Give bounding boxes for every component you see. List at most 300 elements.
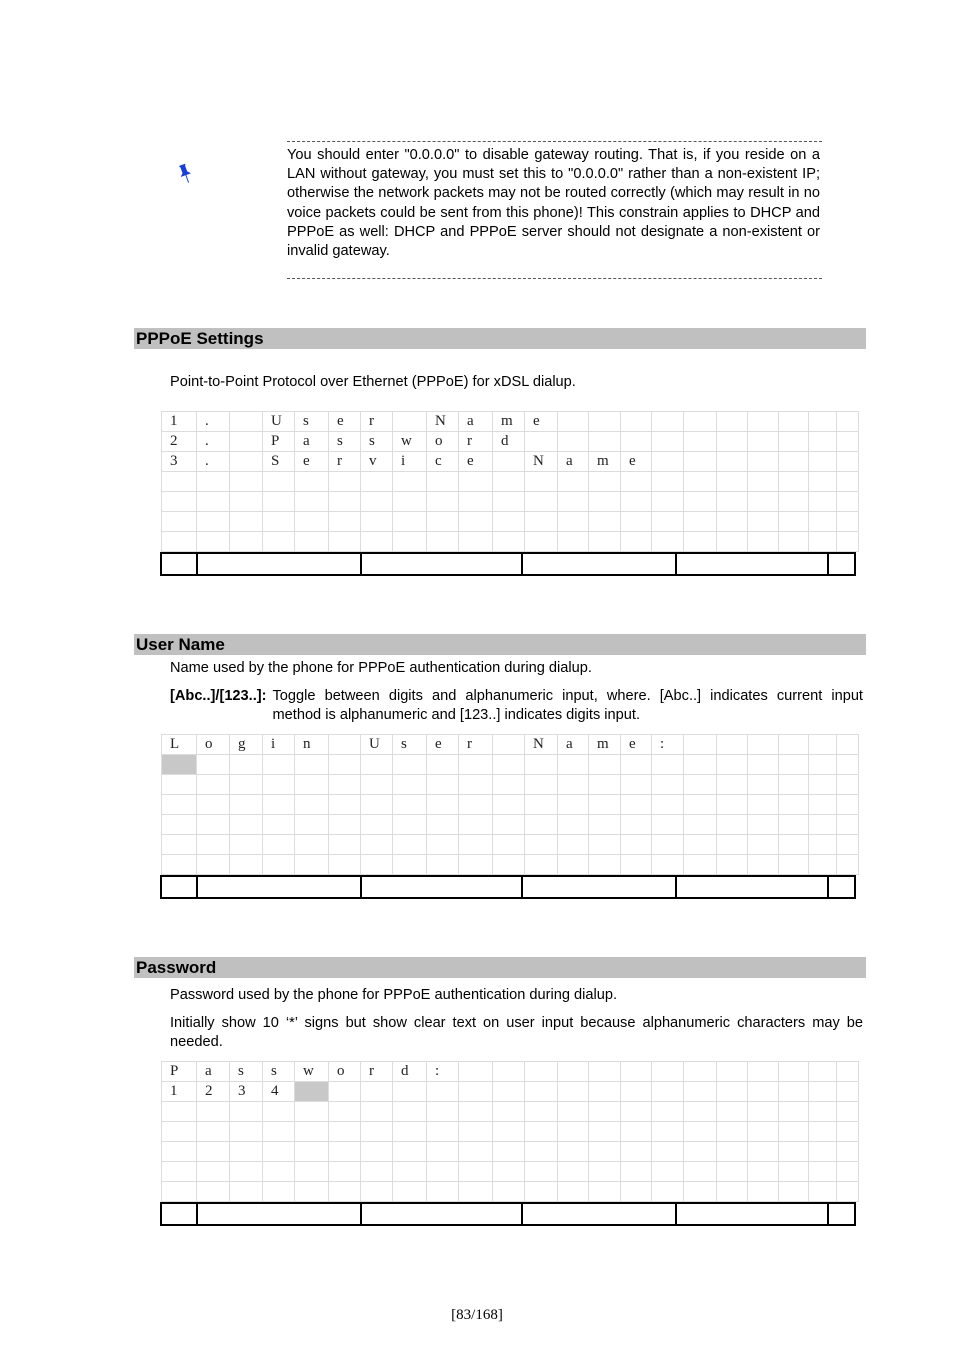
lcd-row [162,835,859,855]
lcd-cell [459,755,493,775]
lcd-cell [652,452,684,472]
lcd-cell [427,472,459,492]
lcd-cell: r [459,432,493,452]
lcd-cell [197,532,230,552]
lcd-cell [621,472,652,492]
lcd-cell [230,432,263,452]
lcd-cell [230,815,263,835]
lcd-cell [162,835,197,855]
lcd-cell [459,532,493,552]
lcd-cell [393,512,427,532]
lcd-cell [717,1082,748,1102]
lcd-cell [459,1162,493,1182]
lcd-cell [621,1062,652,1082]
softkey-6[interactable] [829,554,854,574]
lcd-cell [525,1182,558,1202]
lcd-cell [684,815,717,835]
lcd-cell [197,795,230,815]
lcd-cell [589,1142,621,1162]
lcd-cell [837,432,859,452]
lcd-cell [717,412,748,432]
lcd-cell [263,855,295,875]
lcd-cell [717,452,748,472]
lcd-cell [558,775,589,795]
lcd-cell [837,835,859,855]
note-bottom-rule [287,278,822,279]
lcd-cell [779,795,809,815]
lcd-cell: m [493,412,525,432]
softkey-4[interactable] [523,877,677,897]
lcd-cell [162,1182,197,1202]
softkey-5[interactable] [677,877,829,897]
lcd-cell [263,1122,295,1142]
lcd-cell [809,815,837,835]
lcd-cell [493,532,525,552]
lcd-cell [589,532,621,552]
lcd-cell [684,532,717,552]
lcd-cell [779,735,809,755]
lcd-cell [621,432,652,452]
lcd-cell [837,532,859,552]
lcd-cell [589,492,621,512]
lcd-cell [361,1082,393,1102]
lcd-cell [525,775,558,795]
lcd-cell [809,1062,837,1082]
lcd-cell [493,855,525,875]
lcd-cell [230,1162,263,1182]
lcd-cell: : [652,735,684,755]
lcd-cell [837,1122,859,1142]
lcd-cell [162,472,197,492]
lcd-cell: S [263,452,295,472]
lcd-cell [717,775,748,795]
lcd-cell [295,472,329,492]
lcd-cell [162,532,197,552]
lcd-cell [230,1142,263,1162]
lcd-cell [779,452,809,472]
lcd-cell [684,432,717,452]
lcd-cell [393,795,427,815]
note-top-rule [287,141,822,142]
lcd-cell [621,1142,652,1162]
lcd-cell [748,492,779,512]
lcd-cell [295,1102,329,1122]
lcd-cell [295,835,329,855]
lcd-cell: N [525,452,558,472]
lcd-cell [717,1062,748,1082]
lcd-row [162,855,859,875]
lcd-cell [684,1062,717,1082]
lcd-cell [837,472,859,492]
lcd-row [162,795,859,815]
lcd-cell [263,472,295,492]
lcd-cell [837,1162,859,1182]
lcd-cell [230,412,263,432]
lcd-cell [493,472,525,492]
password-note: Initially show 10 ‘*’ signs but show clear text on user input because alphanumeric characters may be needed. [170,1015,863,1050]
lcd-cell: s [263,1062,295,1082]
lcd-cell [493,735,525,755]
lcd-cell [393,1102,427,1122]
lcd-cell [621,755,652,775]
lcd-cell [162,1102,197,1122]
lcd-cell [230,492,263,512]
lcd-cell [263,492,295,512]
lcd-cell [809,855,837,875]
lcd-cell [558,1082,589,1102]
lcd-cell [684,755,717,775]
pushpin-icon [178,163,194,185]
lcd-row [162,412,859,432]
lcd-cell: 1 [162,1082,197,1102]
lcd-cell: e [459,452,493,472]
lcd-cell [748,835,779,855]
lcd-cell [748,412,779,432]
lcd-cell [230,1182,263,1202]
lcd-cell [295,1182,329,1202]
lcd-cell [779,1082,809,1102]
lcd-cell [361,532,393,552]
lcd-cell [621,1182,652,1202]
lcd-cell [525,795,558,815]
lcd-cell [329,1142,361,1162]
lcd-cell [197,1102,230,1122]
lcd-cell [197,855,230,875]
lcd-cell [779,1102,809,1122]
lcd-row [162,472,859,492]
lcd-cell: s [329,432,361,452]
lcd-cell [558,1102,589,1122]
lcd-cell [652,1182,684,1202]
lcd-cell [459,1122,493,1142]
lcd-cell [748,855,779,875]
lcd-cell: r [459,735,493,755]
lcd-cell [748,815,779,835]
lcd-cell [748,1062,779,1082]
lcd-cell: s [295,412,329,432]
lcd-cell [589,1122,621,1142]
lcd-cell [809,775,837,795]
lcd-cell [525,835,558,855]
lcd-cell [427,1082,459,1102]
note-text: You should enter "0.0.0.0" to disable gateway routing. That is, if you reside on a LAN without gateway, you must set this to "0.0.0.0" rather than a non-existent IP; otherwise the network packets may not be routed correctly (which may result in no voice packets could be sent from this phone)! This constrain applies to DHCP and PPPoE as well: DHCP and PPPoE server should not designate a non-existent or invalid gateway. [287,147,820,260]
lcd-cell [558,1062,589,1082]
softkey-1[interactable] [162,554,198,574]
lcd-cell [427,775,459,795]
lcd-cell: a [197,1062,230,1082]
lcd-cell [558,492,589,512]
lcd-cell [684,1082,717,1102]
lcd-cell [427,795,459,815]
lcd-cell [459,1102,493,1122]
lcd-cell [393,1082,427,1102]
section-heading-pppoe: PPPoE Settings [134,328,866,349]
lcd-cell [717,532,748,552]
lcd-cell: 2 [197,1082,230,1102]
lcd-cell [263,512,295,532]
lcd-cell [493,1182,525,1202]
softkey-bar [160,875,856,899]
lcd-cell [837,512,859,532]
lcd-cell [525,1062,558,1082]
lcd-cell [748,532,779,552]
lcd-cell [621,775,652,795]
lcd-cell [493,1162,525,1182]
lcd-cell [779,755,809,775]
softkey-bar [160,552,856,576]
lcd-cell [162,815,197,835]
lcd-cell [748,1122,779,1142]
lcd-cell [652,1162,684,1182]
lcd-cell [295,1122,329,1142]
lcd-cell [589,1162,621,1182]
section-heading-user-name: User Name [134,634,866,655]
lcd-cell [558,432,589,452]
lcd-cell [684,855,717,875]
lcd-cell [493,1082,525,1102]
softkey-1[interactable] [162,877,198,897]
lcd-cell [493,1062,525,1082]
toggle-text: Toggle between digits and alphanumeric input, where. [Abc..] indicates current input method is alphanumeric and [123..] indicates digits input. [272,688,863,723]
lcd-cell [779,1122,809,1142]
lcd-cell: o [329,1062,361,1082]
lcd-cell [558,512,589,532]
lcd-cell [779,1162,809,1182]
softkey-6[interactable] [829,877,854,897]
softkey-3[interactable] [362,1204,523,1224]
lcd-cell: o [197,735,230,755]
softkey-bar [160,1202,856,1226]
lcd-cell [717,432,748,452]
lcd-cell [493,755,525,775]
lcd-cell [652,432,684,452]
lcd-cell [197,492,230,512]
lcd-cell [329,735,361,755]
lcd-cell [809,512,837,532]
lcd-cell [361,1122,393,1142]
lcd-cell: c [427,452,459,472]
softkey-2[interactable] [198,554,362,574]
softkey-1[interactable] [162,1204,198,1224]
lcd-cell [230,532,263,552]
lcd-cell [329,755,361,775]
lcd-cell [197,815,230,835]
softkey-2[interactable] [198,1204,362,1224]
lcd-row [162,432,859,452]
lcd-cell [779,512,809,532]
lcd-cell [525,855,558,875]
lcd-cell [197,1122,230,1142]
lcd-cell [652,1102,684,1122]
lcd-cell [427,815,459,835]
lcd-cell [652,755,684,775]
lcd-cell [558,855,589,875]
lcd-character-grid [161,411,859,552]
lcd-cell: e [621,452,652,472]
lcd-cell [427,1162,459,1182]
lcd-cell [717,1102,748,1122]
lcd-cell [558,412,589,432]
lcd-cell [684,1162,717,1182]
lcd-cell [748,432,779,452]
lcd-cell [652,815,684,835]
lcd-cell [329,1122,361,1142]
lcd-cell [459,775,493,795]
lcd-cell: . [197,412,230,432]
lcd-cell [393,815,427,835]
lcd-cell [589,432,621,452]
lcd-cell [162,512,197,532]
lcd-cell [837,755,859,775]
lcd-cell [162,1122,197,1142]
lcd-cell [621,512,652,532]
lcd-cell [717,492,748,512]
lcd-cell [558,835,589,855]
lcd-cell [263,815,295,835]
lcd-cell [295,1082,329,1102]
lcd-cell [809,735,837,755]
lcd-cell [837,735,859,755]
lcd-character-grid [161,1061,859,1202]
lcd-cell [393,532,427,552]
lcd-cell [809,412,837,432]
lcd-cell [684,1102,717,1122]
lcd-cell [493,512,525,532]
lcd-cell: m [589,452,621,472]
lcd-cell [621,855,652,875]
lcd-cell [748,755,779,775]
lcd-cell [779,1142,809,1162]
lcd-cell: 4 [263,1082,295,1102]
lcd-cell [427,755,459,775]
lcd-row [162,1102,859,1122]
lcd-cell: 3 [230,1082,263,1102]
lcd-cell: . [197,432,230,452]
lcd-cell [652,835,684,855]
lcd-cell [525,492,558,512]
lcd-cell [748,452,779,472]
softkey-4[interactable] [523,1204,677,1224]
softkey-2[interactable] [198,877,362,897]
softkey-5[interactable] [677,1204,829,1224]
lcd-cell: s [361,432,393,452]
lcd-cell [779,412,809,432]
lcd-cell: . [197,452,230,472]
softkey-4[interactable] [523,554,677,574]
lcd-cell [748,512,779,532]
lcd-cell [295,815,329,835]
lcd-cell [717,1162,748,1182]
lcd-cell: U [361,735,393,755]
lcd-cell [837,815,859,835]
lcd-cell [748,1082,779,1102]
lcd-cell [558,755,589,775]
lcd-cell [717,795,748,815]
lcd-cell [684,1182,717,1202]
lcd-cell [837,1062,859,1082]
lcd-cell [779,432,809,452]
lcd-cell: N [427,412,459,432]
lcd-cell [230,855,263,875]
lcd-cell [361,1102,393,1122]
lcd-cell [393,855,427,875]
lcd-cell [427,512,459,532]
lcd-cell: a [459,412,493,432]
lcd-cell: L [162,735,197,755]
lcd-cell [295,512,329,532]
lcd-cell [558,795,589,815]
lcd-row [162,755,859,775]
lcd-cell [809,1122,837,1142]
section-heading-password: Password [134,957,866,978]
lcd-cell [621,1122,652,1142]
lcd-cell [393,775,427,795]
lcd-cell [525,1122,558,1142]
lcd-cell [197,1182,230,1202]
lcd-cell: g [230,735,263,755]
lcd-cell [809,1102,837,1122]
lcd-cell [197,1162,230,1182]
lcd-cell [427,492,459,512]
lcd-cell [361,1162,393,1182]
lcd-cell [652,1142,684,1162]
softkey-6[interactable] [829,1204,854,1224]
lcd-cell [263,755,295,775]
lcd-cell [652,472,684,492]
lcd-cell [717,835,748,855]
lcd-cell [493,452,525,472]
lcd-cell [263,775,295,795]
softkey-3[interactable] [362,877,523,897]
lcd-cell [837,1142,859,1162]
lcd-cell [684,775,717,795]
lcd-cell [197,472,230,492]
lcd-cell [748,735,779,755]
lcd-cell [162,795,197,815]
lcd-cell [197,512,230,532]
lcd-cell [525,1142,558,1162]
lcd-cell [427,1182,459,1202]
lcd-cell [809,1162,837,1182]
toggle-description [170,687,863,725]
lcd-cell [621,1102,652,1122]
lcd-cell [779,492,809,512]
lcd-cell [684,412,717,432]
lcd-cell [779,835,809,855]
toggle-term: [Abc..]/[123..]: [170,688,267,704]
lcd-cell [329,855,361,875]
lcd-row [162,1162,859,1182]
lcd-cell [837,1082,859,1102]
softkey-3[interactable] [362,554,523,574]
lcd-cell [263,795,295,815]
lcd-row [162,1122,859,1142]
lcd-cell: 3 [162,452,197,472]
lcd-cell [717,1122,748,1142]
lcd-cell [779,1182,809,1202]
lcd-cell: e [427,735,459,755]
lcd-cell [162,775,197,795]
lcd-cell [809,472,837,492]
lcd-cell [652,412,684,432]
lcd-cell [230,512,263,532]
lcd-screen-pppoe-menu [160,411,856,576]
softkey-5[interactable] [677,554,829,574]
lcd-row [162,492,859,512]
lcd-cell [779,532,809,552]
lcd-cell [525,1082,558,1102]
lcd-cell [459,795,493,815]
